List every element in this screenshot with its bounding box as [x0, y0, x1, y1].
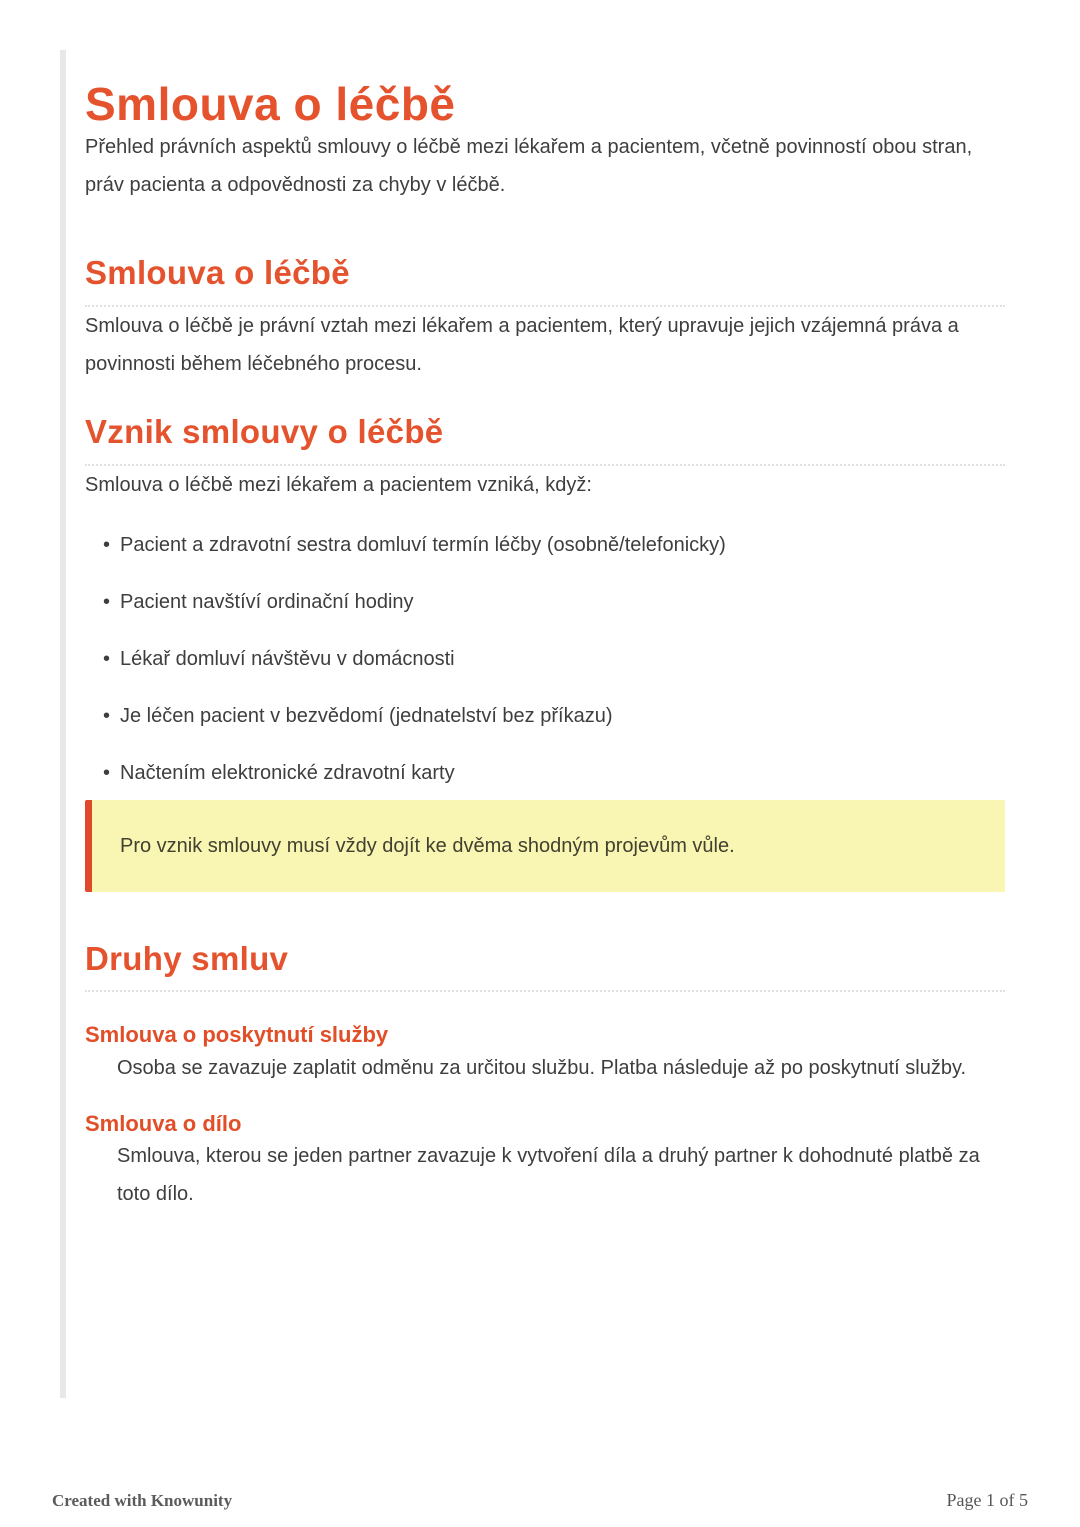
left-margin-rule [60, 50, 66, 1398]
list-item [103, 583, 1005, 621]
bullet-icon: • [103, 533, 111, 556]
bullet-icon: • [103, 704, 111, 727]
section-heading-vznik-smlouvy: Vznik smlouvy o léčbě [85, 415, 1005, 466]
section-heading-druhy-smluv: Druhy smluv [85, 942, 1005, 993]
list-item-text: Lékař domluví návštěvu v domácnosti [120, 647, 455, 670]
bullet-icon: • [103, 590, 111, 613]
list-item [103, 754, 1005, 792]
callout-text: Pro vznik smlouvy musí vždy dojít ke dvěma shodným projevům vůle. [120, 834, 735, 857]
list-item-text: Načtením elektronické zdravotní karty [120, 761, 455, 784]
section-body-smlouva-o-lecbe: Smlouva o léčbě je právní vztah mezi lékařem a pacientem, který upravuje jejich vzájemná práva a povinnosti během léčebného procesu. [85, 314, 959, 375]
document-page [85, 0, 1005, 1213]
page-footer [52, 1490, 1028, 1511]
bullet-icon: • [103, 647, 111, 670]
list-item [103, 526, 1005, 564]
subsection-body-poskytnuti-sluzby: Osoba se zavazuje zaplatit odměnu za určitou službu. Platba následuje až po poskytnutí služby. [117, 1056, 967, 1079]
page-title: Smlouva o léčbě [85, 78, 456, 130]
section-heading-smlouva-o-lecbe: Smlouva o léčbě [85, 256, 1005, 307]
section-body-vznik-smlouvy: Smlouva o léčbě mezi lékařem a pacientem vzniká, když: [85, 473, 592, 496]
vznik-bullet-list [85, 526, 1005, 792]
subsection-heading-poskytnuti-sluzby: Smlouva o poskytnutí služby [85, 1022, 389, 1048]
footer-branding: Created with Knowunity [52, 1491, 233, 1510]
list-item-text: Pacient navštíví ordinační hodiny [120, 590, 414, 613]
highlight-callout-box [85, 800, 1005, 892]
page-number: Page 1 of 5 [946, 1490, 1028, 1510]
list-item [103, 640, 1005, 678]
intro-paragraph: Přehled právních aspektů smlouvy o léčbě mezi lékařem a pacientem, včetně povinností obou stran, práv pacienta a odpovědnosti za chyby v léčbě. [85, 136, 973, 197]
list-item-text: Pacient a zdravotní sestra domluví termín léčby (osobně/telefonicky) [120, 533, 726, 556]
subsection-heading-smlouva-o-dilo: Smlouva o dílo [85, 1110, 242, 1136]
list-item [103, 697, 1005, 735]
bullet-icon: • [103, 761, 111, 784]
list-item-text: Je léčen pacient v bezvědomí (jednatelství bez příkazu) [120, 704, 613, 727]
subsection-body-smlouva-o-dilo: Smlouva, kterou se jeden partner zavazuje k vytvoření díla a druhý partner k dohodnuté platbě za toto dílo. [117, 1145, 980, 1205]
